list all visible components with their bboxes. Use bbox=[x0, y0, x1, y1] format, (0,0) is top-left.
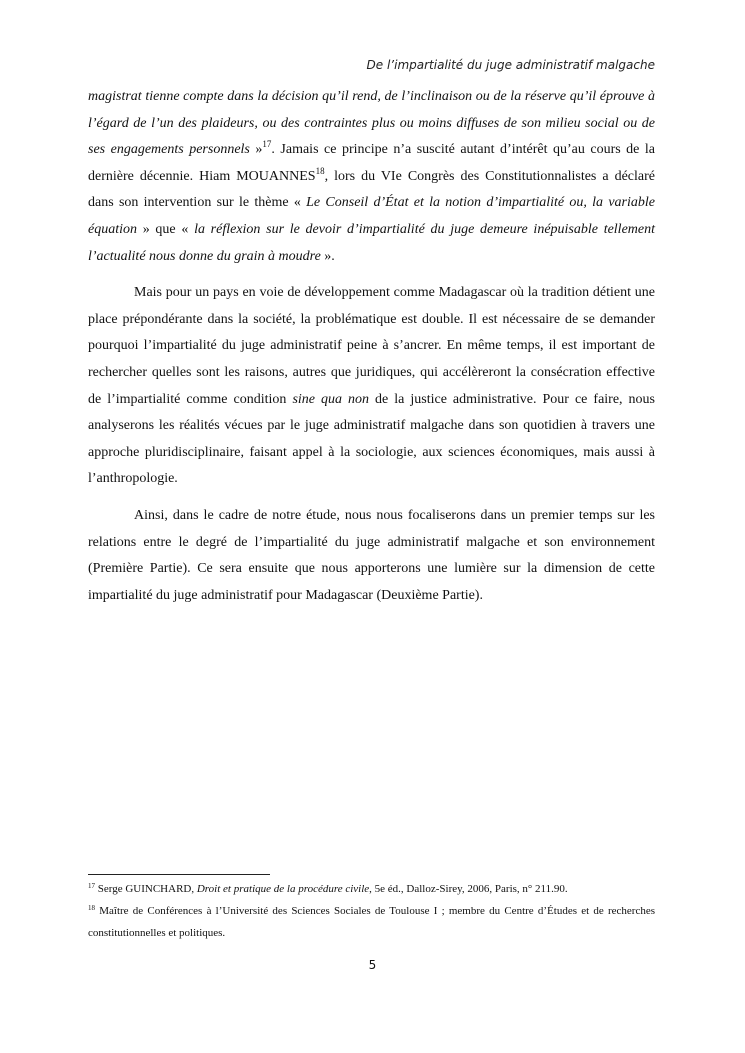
quote-mouannes: la réflexion sur le devoir d’impartialité du juge demeure inépuisable tellement l’actualité nous donne du grain à moudre bbox=[88, 221, 655, 264]
theme-title: Le Conseil d’État et la notion d’impartialité ou, la variable équation bbox=[88, 195, 655, 237]
quote-guinchard: magistrat tienne compte dans la décision qu’il rend, de l’inclinaison ou de la réserve qu’il éprouve à l’égard de l’un des plaideurs, ou des contraintes plus ou moins diffuses de son milieu social ou de ses engagements personnels bbox=[88, 89, 655, 158]
running-header: De l’impartialité du juge administratif malgache bbox=[366, 58, 655, 72]
paragraph-problem-text-b: de la justice administrative. Pour ce faire, nous analyserons les réalités vécues par le juge administratif malgache dans son quotidien à travers une approche pluridisciplinaire, faisant appel à la sociologie, aux sciences économiques, mais aussi à l’anthropologie. bbox=[88, 391, 656, 487]
paragraph-plan-text: Ainsi, dans le cadre de notre étude, nous nous focaliserons dans un premier temps sur les relations entre le degré de l’impartialité du juge administratif malgache et son environnement (Première Partie). Ce sera ensuite que nous apporterons une lumière sur la dimension de cette impartialité du juge administratif pour Madagascar (Deuxième Partie). bbox=[88, 507, 655, 603]
paragraph-intro-text-b: , lors du VIe Congrès des Constitutionnalistes a déclaré dans son intervention sur le thème « bbox=[88, 168, 656, 211]
footnote-18 bbox=[88, 900, 655, 944]
footnote-ref-18[interactable]: 18 bbox=[315, 165, 325, 176]
footnote-text: Maître de Conférences à l’Université des Sciences Sociales de Toulouse I ; membre du Centre d’Études et de recherches constitutionnelles et politiques. bbox=[88, 905, 655, 939]
paragraph-problem bbox=[88, 280, 655, 493]
paragraph-intro-text-c: » que « bbox=[137, 221, 195, 237]
footnote-separator bbox=[88, 874, 270, 875]
body-text bbox=[88, 84, 655, 609]
paragraph-plan bbox=[88, 503, 655, 609]
footnote-citation: , 5e éd., Dalloz-Sirey, 2006, Paris, n° 211.90. bbox=[369, 883, 568, 895]
footnotes bbox=[88, 878, 655, 944]
paragraph-intro bbox=[88, 84, 655, 270]
page-number: 5 bbox=[368, 958, 377, 972]
footnote-author: Serge GUINCHARD, bbox=[95, 883, 197, 895]
footnote-ref-17[interactable]: 17 bbox=[262, 139, 272, 150]
latin-term: sine qua non bbox=[292, 391, 370, 407]
paragraph-intro-text-a: . Jamais ce principe n’a suscité autant d’intérêt qu’au cours de la dernière décennie. Hiam MOUANNES bbox=[88, 142, 656, 184]
paragraph-intro-text-d: ». bbox=[320, 248, 335, 264]
footnote-number: 17 bbox=[88, 882, 95, 890]
footnote-book-title: Droit et pratique de la procédure civile bbox=[196, 883, 370, 895]
paragraph-problem-text-a: Mais pour un pays en voie de développement comme Madagascar où la tradition détient une place prépondérante dans la société, la problématique est double. Il est nécessaire de se demander pourquoi l’impartialité du juge administratif peine à s’ancrer. En même temps, il est important de rechercher quelles sont les raisons, autres que juridiques, qui accélèreront la consécration effective de l’impartialité comme condition bbox=[88, 285, 655, 407]
footnote-number: 18 bbox=[88, 904, 95, 912]
footnote-17 bbox=[88, 878, 655, 900]
quote-close: » bbox=[249, 142, 263, 158]
